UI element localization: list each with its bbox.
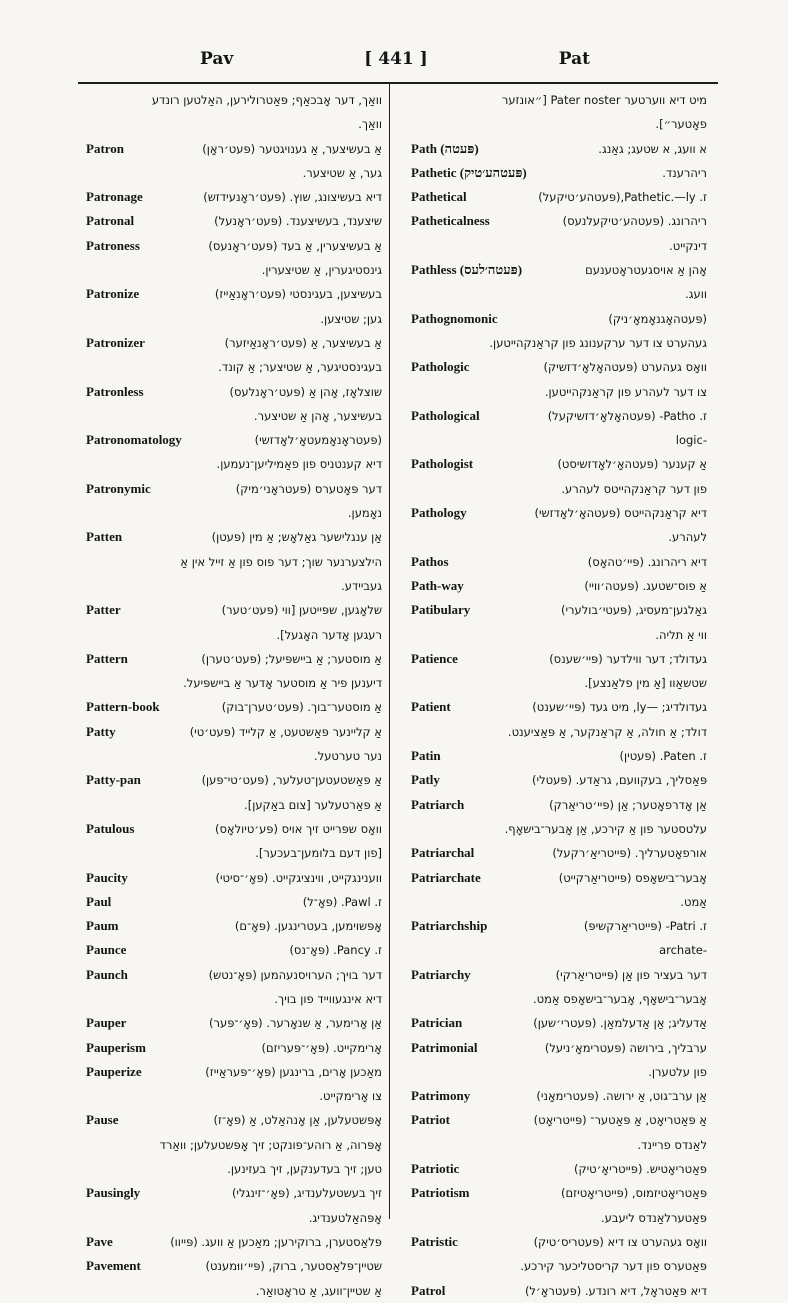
headword: Patroness (86, 237, 140, 253)
dictionary-entry-line (86, 234, 382, 258)
definition-text: מאַכען אָרים, ברינגען (פּאָ׳־פּעראַייז) (205, 1064, 382, 1079)
headword: Patten (86, 529, 123, 545)
headword: Pathless (פּעטה׳לעס) (411, 262, 523, 278)
dictionary-entry-line (411, 623, 707, 647)
definition-text: פון עלטערן. (648, 1064, 707, 1079)
headword: Patty-pan (86, 772, 141, 788)
definition-text: ריהרונג. (פּעטהע׳טיקעלנעס) (562, 214, 707, 229)
headword: Patibulary (411, 602, 471, 618)
dictionary-entry-line (411, 793, 707, 817)
definition-text: א וועג, א שטעג; גאַנג. (598, 141, 707, 156)
dictionary-entry-line (86, 331, 382, 355)
headword: Paunce (86, 942, 127, 958)
dictionary-entry-line (86, 1133, 382, 1157)
dictionary-entry-line (411, 647, 707, 671)
definition-text: אָבער־בישאָפס (פּייטריאַרקייט) (558, 870, 707, 885)
dictionary-entry-line (86, 598, 382, 622)
dictionary-entry-line (411, 1157, 707, 1181)
headword: Patience (411, 650, 458, 666)
dictionary-entry-line (86, 501, 382, 525)
definition-text: אַן אָדרפאָטער; אַן (פּיי׳טריאַרק) (549, 797, 707, 812)
definition-text: דיא בעשיצונג, שוץ. (פּעט׳ראָנעידזש) (203, 190, 382, 205)
headword: Patriotic (411, 1161, 460, 1177)
definition-text: ווענינגקייט, ווינציגקייט. (פּאָ׳־סיטי) (215, 870, 382, 885)
headword: Pattern (86, 650, 128, 666)
definition-text: פון דער קראַנקהייטס לעהרע. (561, 481, 707, 496)
definition-text: גער, אַ שטיצער. (302, 165, 382, 180)
definition-text: גען; שטיצען. (320, 311, 382, 326)
dictionary-entry-line (86, 355, 382, 379)
dictionary-entry-line (86, 428, 382, 452)
dictionary-entry-line (411, 720, 707, 744)
headword: Patronomatology (86, 432, 182, 448)
dictionary-entry-line (411, 890, 707, 914)
definition-text: פּאַטריאָטיזמוס, (פּייטריאָטיזם) (561, 1186, 707, 1201)
definition-text: טען; זיך בעדענקען, זיך בעזינען. (227, 1162, 382, 1177)
headword: Patriarchate (411, 869, 481, 885)
definition-text: אַ מוסטער־בוך. (פּעט׳טערן־בוק) (221, 700, 382, 715)
dictionary-entry-line (86, 720, 382, 744)
dictionary-entry-line (411, 866, 707, 890)
dictionary-entry-line (86, 623, 382, 647)
dictionary-entry-line (86, 258, 382, 282)
dictionary-entry-line (86, 1011, 382, 1035)
header-right-guide-word: Pav (200, 49, 234, 69)
header-rule (78, 82, 718, 84)
headword: Pauperism (86, 1039, 146, 1055)
dictionary-entry-line (411, 841, 707, 865)
dictionary-entry-line (86, 1060, 382, 1084)
dictionary-entry-line (411, 574, 707, 598)
dictionary-entry-line (411, 1133, 707, 1157)
definition-text: עלטסטער פון אַ קירכע, אַן אָבער־בישאָף. (504, 821, 707, 836)
definition-text: אָפּשוימען, בעטרינגען. (פּאָ־ם) (234, 919, 382, 934)
definition-text: פּאַטערלאַנדס ליעבע. (600, 1210, 707, 1225)
dictionary-entry-line (411, 550, 707, 574)
definition-text: וואָס שפּרייט זיך אויס (פּע׳טיולאָס) (214, 821, 382, 836)
header-left-guide-word: Pat (558, 49, 590, 69)
definition-text: אַ בעשיצערין, אַ בעד (פּעט׳ראָנעס) (208, 238, 382, 253)
dictionary-entry-line (86, 404, 382, 428)
definition-text: שלאָגען, שפּייטען [ווי (פּעט׳טער) (221, 603, 382, 618)
definition-text: געדולד; דער ווילדער (פּיי׳שענס) (549, 651, 707, 666)
dictionary-entry-line (411, 88, 707, 112)
dictionary-entry-line (411, 938, 707, 962)
headword: Patristic (411, 1233, 458, 1249)
definition-text: אָבער־בישאָף, אָבער־בישאָפס אַמט. (532, 991, 707, 1006)
headword: Patronize (86, 286, 140, 302)
dictionary-entry-line (86, 1036, 382, 1060)
headword: Pauper (86, 1015, 127, 1031)
dictionary-entry-line (411, 137, 707, 161)
dictionary-entry-line (86, 452, 382, 476)
dictionary-entry-line (411, 380, 707, 404)
dictionary-entry-line (411, 428, 707, 452)
definition-text: דיא ריהרונג. (פּיי׳טהאָס) (587, 554, 707, 569)
dictionary-entry-line (411, 1279, 707, 1303)
dictionary-entry-line (411, 963, 707, 987)
dictionary-entry-line (411, 331, 707, 355)
dictionary-entry-line (411, 1254, 707, 1278)
dictionary-entry-line (411, 744, 707, 768)
definition-text: אַ בעשיצער, אַ גענויגטער (פּעט׳ראָן) (202, 141, 382, 156)
definition-text: שוצלאָז, אָהן אַ (פּעט׳ראָנלעס) (229, 384, 382, 399)
definition-text: נאָמען. (347, 506, 382, 521)
headword: Pave (86, 1233, 113, 1249)
page-number: [ 441 ] (364, 49, 428, 69)
definition-text: וואָס געהערט צו דיא (פּעטריס׳טיק) (533, 1234, 707, 1249)
dictionary-entry-line (411, 1181, 707, 1205)
dictionary-entry-line (86, 647, 382, 671)
dictionary-entry-line (86, 161, 382, 185)
definition-text: אַ מוסטער; אַ ביישפּיעל; (פּעט׳טערן) (201, 651, 382, 666)
dictionary-entry-line (411, 671, 707, 695)
definition-text: לאַנדס פריינד. (637, 1137, 707, 1152)
definition-text: אַ בעשיצער, אַ (פּעט׳ראָנאַיזער) (224, 335, 382, 350)
dictionary-entry-line (86, 550, 382, 574)
headword: Patient (411, 699, 451, 715)
headword: Patronizer (86, 334, 145, 350)
definition-text: דינקייט. (669, 238, 707, 253)
dictionary-entry-line (86, 695, 382, 719)
dictionary-entry-line (411, 501, 707, 525)
definition-text: (פּעטהאָגנאָמאָ׳ניק) (608, 311, 707, 326)
headword: Pause (86, 1112, 119, 1128)
definition-text: אַן ערב־גוט, אַ ירושה. (פּעטרימאָני) (536, 1089, 707, 1104)
dictionary-column-first (86, 88, 382, 1298)
definition-text: אָפּשטעלען, אַן אָנהאַלט, אַ (פּאָ־ז) (213, 1113, 382, 1128)
headword: Patter (86, 602, 121, 618)
definition-text: געהערט צו דער ערקענונג פון קראַנקהייטען. (489, 335, 707, 350)
definition-text: ווי אַ תליה. (655, 627, 707, 642)
headword: Pathognomonic (411, 310, 498, 326)
definition-text: הילצערנער שוך; דער פוס פון אַ זייל אין אַ (180, 554, 382, 569)
definition-text: אַ פּאַשטעטען־טעלער, (פּעט׳טי־פּען) (201, 773, 382, 788)
dictionary-entry-line (86, 744, 382, 768)
headword: Path (פּעטה) (411, 140, 479, 156)
dictionary-entry-line (411, 598, 707, 622)
definition-text: פּאַטערס פון דער קריסטליכער קירכע. (520, 1259, 707, 1274)
headword: Pauperize (86, 1063, 142, 1079)
definition-text: דער בעציר פון אַן (פּייטריאַרקי) (555, 967, 707, 982)
dictionary-entry-line (86, 1206, 382, 1230)
definition-text: ז. Pancy. (פּאָ־נס) (289, 943, 382, 958)
dictionary-entry-line (411, 282, 707, 306)
headword: Paucity (86, 869, 128, 885)
column-divider (389, 84, 390, 1219)
definition-text: בעשיצען, בעגינסטי (פּעט׳ראָנאַייז) (214, 287, 382, 302)
definition-text: ז. Patri- (פּייטריאַרקשיפּ) (583, 919, 707, 934)
definition-text: פּאַסליך, בעקוועם, גראַדע. (פּעטלי) (532, 773, 707, 788)
headword: Pathologic (411, 359, 470, 375)
dictionary-entry-line (411, 1230, 707, 1254)
dictionary-column-second (411, 88, 707, 1298)
dictionary-entry-line (411, 768, 707, 792)
definition-text: (פּעטראָנאָמעטאָ׳לאָדזשי) (254, 433, 382, 448)
definition-text: אַן ענגלישער גאַלאָש; אַ מין (פּעטן) (211, 530, 382, 545)
headword: Patulous (86, 820, 135, 836)
dictionary-entry-line (86, 1084, 382, 1108)
dictionary-entry-line (86, 282, 382, 306)
dictionary-entry-line (86, 671, 382, 695)
dictionary-entry-line (86, 1157, 382, 1181)
dictionary-entry-line (411, 525, 707, 549)
dictionary-entry-line (86, 793, 382, 817)
headword: Patly (411, 772, 440, 788)
dictionary-entry-line (86, 1279, 382, 1303)
definition-text: אַ קליינער פּאַשטעט, אַ קלייד (פּעט׳טי) (189, 724, 382, 739)
definition-text: שטיין־פּלאַסטער, ברוק, (פּיי׳ווּמענט) (205, 1259, 382, 1274)
definition-text: ריהרענד. (662, 165, 707, 180)
dictionary-entry-line (411, 695, 707, 719)
headword: Path-way (411, 577, 464, 593)
dictionary-entry-line (411, 1206, 707, 1230)
dictionary-entry-line (86, 768, 382, 792)
definition-text: וואַך, דער אָבכאַף; פּאַטרולירען, האַלטען רונדע (151, 93, 382, 107)
dictionary-entry-line (86, 380, 382, 404)
definition-text: צו דער לעהרע פון קראַנקהייטען. (544, 384, 707, 399)
definition-text: אַ קענער (פּעטהאָ׳לאָדזשיסט) (557, 457, 707, 472)
definition-text: [פון דעם בלומען־בעכער]. (255, 846, 382, 861)
headword: Pathological (411, 407, 480, 423)
definition-text: אַדעליג; אַן אַדעלמאַן. (פּעטרי׳שען) (533, 1016, 707, 1031)
definition-text: זיך בעשטעלענדיג, (פּאָ׳־זינגלי) (231, 1186, 382, 1201)
dictionary-entry-line (86, 890, 382, 914)
dictionary-entry-line (411, 1036, 707, 1060)
definition-text: וועג. (685, 287, 707, 302)
definition-text: -logic (675, 433, 707, 448)
definition-text: ז. Pathetic.—ly,(פּעטהע׳טיקעל) (538, 190, 707, 205)
dictionary-entry-line (86, 914, 382, 938)
definition-text: וואָס געהערט (פּעטהאָלאָ׳דזשיק) (543, 360, 707, 375)
dictionary-entry-line (86, 185, 382, 209)
headword: Pattern-book (86, 699, 160, 715)
headword: Pathology (411, 505, 467, 521)
dictionary-entry-line (86, 574, 382, 598)
definition-text: אַן אָרימער, אַ שנאָרער. (פּאָ׳־פּער) (209, 1016, 382, 1031)
definition-text: אַ פּאַרטעלער [צום באַקען]. (244, 797, 382, 812)
headword: Patronless (86, 383, 144, 399)
definition-text: גינסטיגערין, אַ שטיצערין. (261, 263, 382, 278)
definition-text: בעגינסטיגער, אַ שטיצער; אַ קונד. (218, 360, 382, 375)
dictionary-entry-line (86, 137, 382, 161)
headword: Patin (411, 748, 441, 764)
dictionary-entry-line (86, 112, 382, 136)
dictionary-entry-line (411, 404, 707, 428)
definition-text: אַמט. (680, 894, 707, 909)
definition-text: מיט דיא ווערטער Pater noster [״אונזער (501, 93, 707, 107)
definition-text: ז. Pawl. (פּאָ־ל) (302, 894, 382, 909)
headword: Patty (86, 723, 116, 739)
dictionary-entry-line (411, 1108, 707, 1132)
dictionary-entry-line (411, 987, 707, 1011)
dictionary-entry-line (411, 1084, 707, 1108)
dictionary-entry-line (86, 963, 382, 987)
dictionary-entry-line (86, 817, 382, 841)
dictionary-entry-line (86, 938, 382, 962)
definition-text: אורפאָטערליך. (פּייטריאַ׳רקעל) (552, 846, 707, 861)
headword: Pathetic (פּעטהע׳טיק) (411, 164, 527, 180)
dictionary-entry-line (86, 525, 382, 549)
headword: Patriarch (411, 796, 465, 812)
definition-text: אָפּהאַלטענדיג. (308, 1210, 382, 1225)
dictionary-entry-line (411, 452, 707, 476)
definition-text: געדולדיג; —ly, מיט געד (פּיי׳שענט) (532, 700, 707, 715)
dictionary-entry-line (411, 914, 707, 938)
definition-text: דיא קענטניס פון פאַמיליען־נעמען. (216, 457, 382, 472)
headword: Patronage (86, 189, 143, 205)
headword: Pathos (411, 553, 449, 569)
definition-text: אַ פוס־שטעג. (פּעטה׳וויי) (584, 578, 707, 593)
headword: Patrimony (411, 1088, 471, 1104)
dictionary-entry-line (86, 477, 382, 501)
definition-text: דיא פּאַטראָל, דיא רונדע. (פּעטראָ׳ל) (524, 1283, 707, 1298)
dictionary-entry-line (411, 1011, 707, 1035)
dictionary-entry-line (86, 307, 382, 331)
definition-text: אָהן אַ אויסגעטראָטענעם (585, 263, 707, 278)
dictionary-entry-line (86, 1181, 382, 1205)
headword: Patrician (411, 1015, 463, 1031)
dictionary-entry-line (411, 817, 707, 841)
dictionary-entry-line (411, 112, 707, 136)
headword: Patron (86, 140, 125, 156)
definition-text: אַ פּאַטריאָט, אַ פּאַטער־ (פּייטריאָט) (533, 1113, 707, 1128)
definition-text: דיא אינגעווייד פון בויך. (274, 991, 382, 1006)
definition-text: דער פּאָטערס (פּעטראָני׳מיק) (235, 481, 382, 496)
dictionary-entry-line (86, 1254, 382, 1278)
definition-text: ז. Paten. (פּעטין) (619, 749, 707, 764)
headword: Pavement (86, 1258, 141, 1274)
definition-text: שטשאַוו [אַ מין פלאַנצע]. (584, 676, 707, 691)
headword: Patriot (411, 1112, 450, 1128)
definition-text: פאָטער״]. (655, 117, 707, 132)
dictionary-entry-line (86, 1108, 382, 1132)
headword: Pathologist (411, 456, 474, 472)
dictionary-entry-line (411, 355, 707, 379)
headword: Paunch (86, 966, 128, 982)
definition-text: גאַלגען־מעסיג, (פּעטי׳בולערי) (560, 603, 707, 618)
definition-text: פּלאַסטערן, ברוקירען; מאַכען אַ וועג. (פּייוו) (170, 1234, 382, 1249)
dictionary-entry-line (86, 209, 382, 233)
headword: Patriarchal (411, 845, 475, 861)
dictionary-entry-line (86, 1230, 382, 1254)
definition-text: דיא קראַנקהייטס (פּעטהאָ׳לאָדזשי) (534, 506, 707, 521)
headword: Patriotism (411, 1185, 470, 1201)
dictionary-entry-line (86, 987, 382, 1011)
headword: Pathetical (411, 189, 467, 205)
definition-text: רעגען אָדער האָגעל]. (276, 627, 382, 642)
definition-text: פּאַטריאָטיש. (פּייטריאָ׳טיק) (573, 1162, 707, 1177)
headword: Patriarchy (411, 966, 471, 982)
dictionary-entry-line (86, 866, 382, 890)
dictionary-entry-line (411, 209, 707, 233)
dictionary-entry-line (411, 161, 707, 185)
definition-text: אַ שטיין־וועג, אַ טראָטואַר. (255, 1283, 382, 1298)
headword: Patrimonial (411, 1039, 478, 1055)
definition-text: לעהרע. (668, 530, 707, 545)
headword: Paul (86, 893, 112, 909)
definition-text: וואַך. (358, 117, 382, 132)
definition-text: -archate (659, 943, 707, 958)
headword: Pausingly (86, 1185, 141, 1201)
dictionary-entry-line (411, 234, 707, 258)
dictionary-entry-line (411, 1060, 707, 1084)
definition-text: צו אָרימקייט. (319, 1089, 382, 1104)
definition-text: שיצענד, בעשיצענד. (פּעט׳ראָנעל) (214, 214, 382, 229)
dictionary-entry-line (411, 185, 707, 209)
definition-text: דיענען פיר אַ מוסטער אָדער אַ ביישפּיעל. (183, 676, 382, 691)
dictionary-entry-line (86, 841, 382, 865)
definition-text: געביידע. (341, 578, 382, 593)
headword: Patriarchship (411, 918, 488, 934)
definition-text: ז. Patho- (פּעטהאָלאָ׳דזשיקעל) (547, 408, 707, 423)
definition-text: נער טערטעל. (314, 749, 382, 764)
dictionary-entry-line (411, 307, 707, 331)
definition-text: ערבליך, בירושה (פּעטרימאָ׳ניעל) (544, 1040, 707, 1055)
dictionary-entry-line (411, 477, 707, 501)
definition-text: אָרימקייט. (פּאָ׳־פּעריזם) (261, 1040, 382, 1055)
definition-text: דולד; אַ חולה, אַ קראַנקער, אַ פּאַציענט. (507, 724, 707, 739)
headword: Patrol (411, 1282, 446, 1298)
dictionary-entry-line (86, 88, 382, 112)
definition-text: בעשיצער, אָהן אַ שטיצער. (253, 408, 382, 423)
dictionary-entry-line (411, 258, 707, 282)
headword: Patronal (86, 213, 135, 229)
definition-text: דער בויך; הערויסנעהמען (פּאָ־נטש) (208, 967, 382, 982)
definition-text: אָפּרוה, אַ רוהע־פּונקט; זיך אָפּשטעלען; וואַרד (159, 1137, 382, 1152)
page-header (200, 44, 590, 74)
headword: Patronymic (86, 480, 151, 496)
headword: Paum (86, 918, 119, 934)
headword: Patheticalness (411, 213, 490, 229)
